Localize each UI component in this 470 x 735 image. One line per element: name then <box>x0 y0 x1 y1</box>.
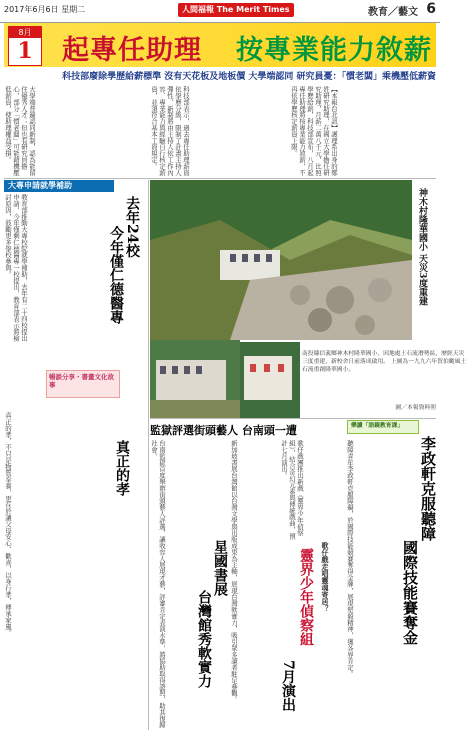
article-4-kicker: 歌仔戲走唱靈魂寄居？ <box>321 542 330 612</box>
lead-text-a: 科技部表示，過去專任助理薪資依學歷分級，限制了計畫主持人彈性，新制將由主持人依工作內容、專業能力與經驗自行核定薪資，並須符合基本工資規定。 <box>150 86 190 176</box>
article-1-body <box>4 194 102 344</box>
section-bar-subsidy: 大專申請就學補助 <box>4 180 114 192</box>
photo-caption <box>242 350 470 402</box>
article-4-date-headline: 7月演出 <box>280 660 296 712</box>
article-6-body <box>4 412 108 732</box>
column-label: 樂讀「語鏡教育課」 <box>351 423 404 429</box>
article-4-headline: 靈界少年偵察組 <box>298 548 314 646</box>
article-4-body <box>280 440 344 540</box>
article-1-text: 教育部推動大專校院就學補助，去年有二十四校提出申請，今年僅剩仁德醫專一校提出，教育部表示將檢討原因，鼓勵更多學校參與。 <box>4 194 28 342</box>
row-divider-2 <box>150 418 436 419</box>
photo-caption-text-2: 上圖為一九九六年賀伯颱風土石流重創隆華國小。 <box>302 359 467 373</box>
newspaper-logo: 人間福報 The Merit Times <box>178 3 294 17</box>
column-divider <box>148 180 149 730</box>
column-label-box <box>347 420 419 434</box>
article-3-headline-b: 台灣館秀軟實力 <box>196 590 212 688</box>
page-number: 6 <box>426 1 436 17</box>
lead-text-b: 大學端普遍認同新制，認為能留住優秀人才；但也有研究員擔心，部分「慣老闆」可能藉機壓低薪資，使助理權益受損。 <box>4 86 36 176</box>
header-bar <box>0 0 440 23</box>
calendar-icon <box>8 26 42 66</box>
lead-story-col-1 <box>290 86 436 178</box>
school-photo <box>150 180 412 340</box>
article-6-headline: 真正的孝 <box>114 440 130 496</box>
section-title: 教育／藝文 <box>368 7 418 18</box>
article-5-headline-b: 國際技能賽奪金 <box>401 540 419 645</box>
lead-story-col-2 <box>150 86 286 178</box>
article-5-headline-a: 李政軒克服聽障 <box>419 436 437 541</box>
headline-right: 按專業能力敘薪 <box>236 35 432 66</box>
subheadline: 科技部廢除學歷給薪標準 沒有天花板及地板價 大學端認同 研究員憂：「慣老闆」乘機壓低薪資 <box>62 72 436 82</box>
school-photo-image <box>150 180 412 340</box>
school-photo-old-image <box>150 340 240 418</box>
article-5-body <box>346 440 398 730</box>
issue-date: 2017年6月6日 星期二 <box>4 5 86 14</box>
photo-credit: 圖／本報資料照 <box>395 405 436 411</box>
calendar-day: 1 <box>17 38 33 64</box>
article-2-headline: 監獄評選街頭藝人 台南頭一遭 <box>150 424 297 437</box>
article-2-text: 台南監獄首度舉辦街頭藝人評選，讓收容人展現才藝，評審肯定表演水準，將協助取得證照，助其復歸社會。 <box>150 440 166 728</box>
calendar-month: 8月 <box>9 27 41 38</box>
lead-text: 【本報台北訊】護理系出身的鄭姓研究助理，在國立大學擔任研究助理，月薪二萬八千元，比照學歷給薪，科技部宣布，八月起專任助理將按專業能力敘薪，不再依學歷核定薪資上限。 <box>290 86 338 176</box>
article-6-text: 真正的孝，不只是物質奉養，更在於讓父母安心、歡喜，以身行孝，傳承家風。 <box>4 412 12 636</box>
culture-label: 暢談分享・書畫文化故事 <box>49 373 114 389</box>
article-4-text: 歌仔戲團推出新戲《靈界少年偵察組》，結合奇幻元素與傳統戲曲，預計七月演出。 <box>280 440 304 540</box>
photo-caption-vertical: 神木村隆華國小 天災3度重建 <box>417 188 427 306</box>
article-3-headline-a: 星國書展 <box>212 540 228 596</box>
article-1-headline-b: 今年僅仁德醫專 <box>108 226 124 324</box>
article-1-headline-a: 去年24校 <box>124 196 140 258</box>
culture-label-box <box>46 370 120 398</box>
row-divider <box>4 178 436 179</box>
article-5-text: 聽障青年李政軒克服障礙，於國際技能競賽奪得金牌，展現堅毅精神，獲各界肯定。 <box>346 440 354 677</box>
lead-story-col-3 <box>4 86 146 178</box>
article-3-text: 新加坡書展台灣館以台灣文學與出版成果為主軸，展現台灣軟實力，吸引眾多讀者駐足參觀。 <box>230 440 238 703</box>
photo-caption-text: 南投縣信義鄉神木村隆華國小，因地處土石流潛勢區，歷經天災三度重建，新校舍日前落成啟用。 <box>302 351 465 365</box>
article-3-body <box>230 440 276 730</box>
headline-left: 起專任助理 <box>62 35 202 66</box>
